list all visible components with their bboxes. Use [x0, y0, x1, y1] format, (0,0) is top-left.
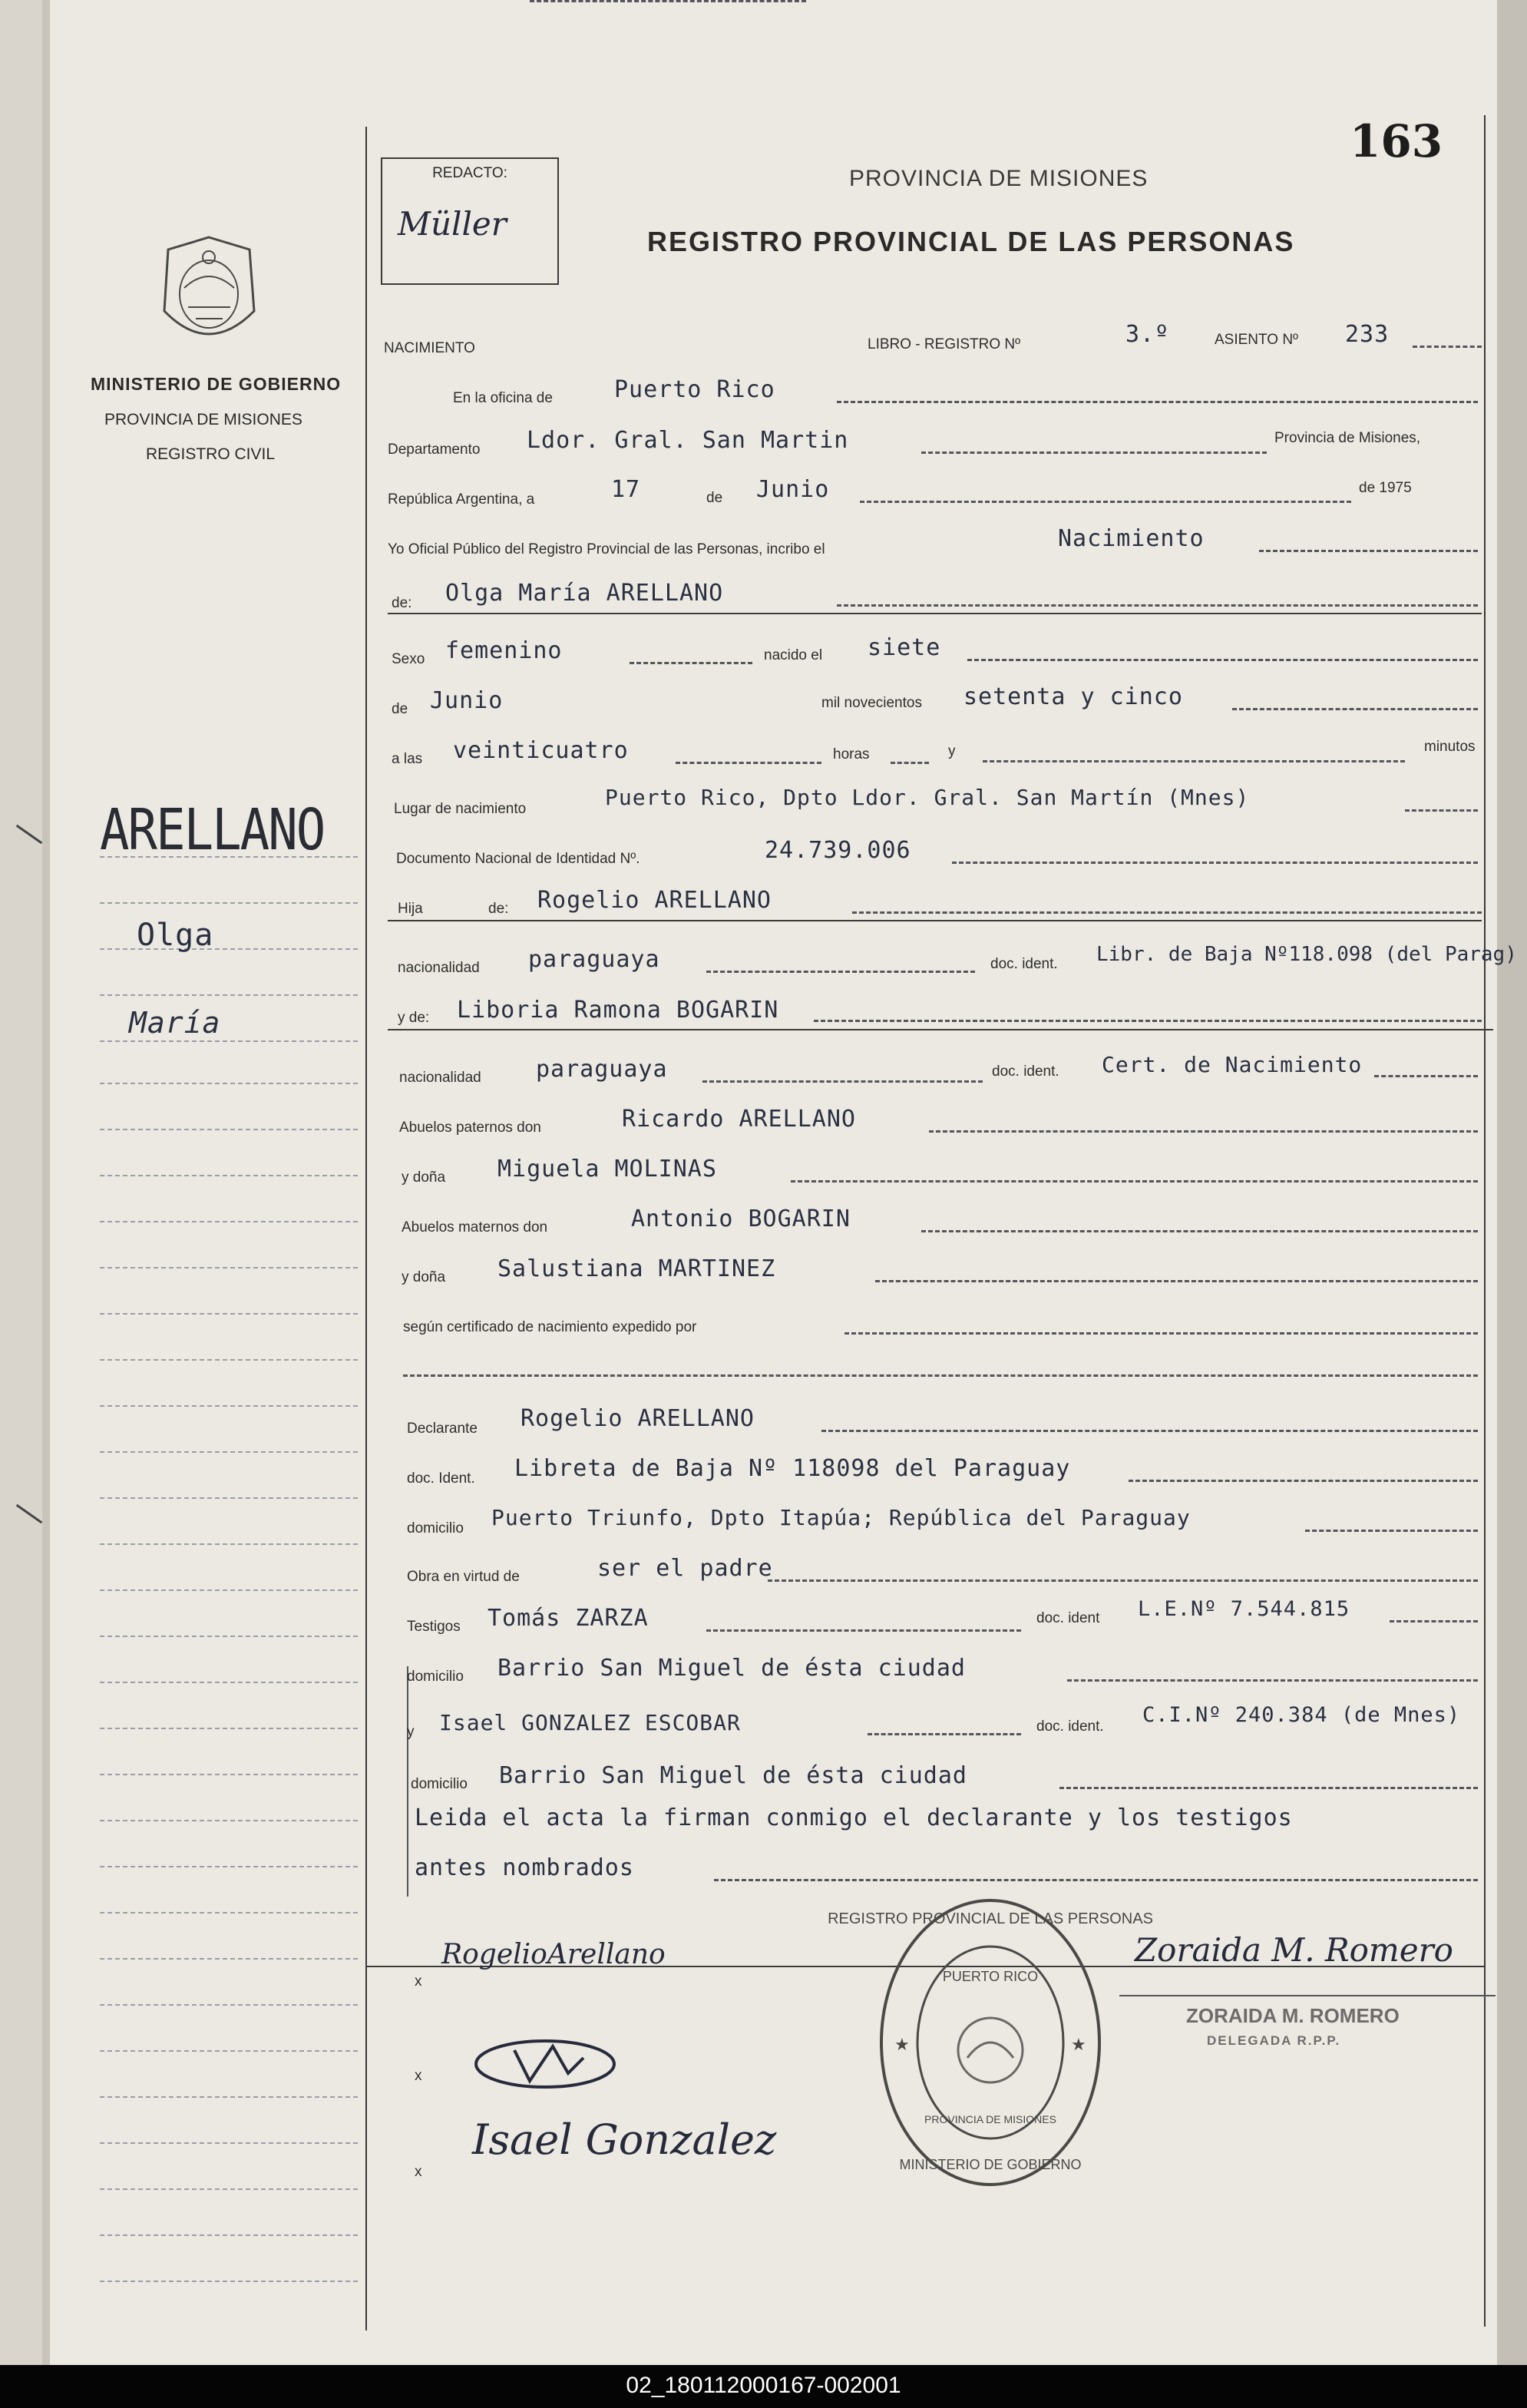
registry-heading: REGISTRO PROVINCIAL DE LAS PERSONAS	[647, 226, 1295, 257]
witness1-address-label: domicilio	[407, 1669, 464, 1685]
witness2-value: Isael GONZALEZ ESCOBAR	[439, 1710, 741, 1735]
page-edge-shadow	[42, 0, 50, 2365]
paternal-grandfather-value: Ricardo ARELLANO	[622, 1106, 856, 1133]
year-label: de 1975	[1359, 480, 1412, 496]
page-number: 163	[1350, 115, 1443, 167]
declarant-value: Rogelio ARELLANO	[521, 1405, 755, 1432]
father-underline	[388, 920, 1482, 921]
maternal-grandfather-value: Antonio BOGARIN	[631, 1206, 851, 1232]
declarant-signature: RogelioArellano	[441, 1939, 666, 1970]
registry-seal-icon	[828, 1893, 1153, 2192]
birthplace-label: Lugar de nacimiento	[394, 801, 527, 817]
mother-of-label: y de:	[398, 1010, 430, 1026]
at-label: a las	[392, 751, 423, 767]
name-underline	[388, 613, 1482, 614]
birth-month-label: de	[392, 701, 408, 717]
declarant-address-value: Puerto Triunfo, Dpto Itapúa; República del Paraguay	[491, 1505, 1191, 1530]
page-edge-left	[0, 0, 46, 2365]
asiento-label: ASIENTO Nº	[1215, 332, 1298, 348]
record-type-label: NACIMIENTO	[384, 340, 475, 356]
svg-text:★: ★	[894, 2035, 910, 2054]
department-value: Ldor. Gral. San Martin	[527, 427, 849, 454]
civil-registry-label: REGISTRO CIVIL	[146, 445, 276, 463]
province-label: Provincia de Misiones,	[1274, 430, 1421, 446]
sex-label: Sexo	[392, 651, 425, 667]
left-province-label: PROVINCIA DE MISIONES	[104, 411, 302, 428]
sex-value: femenino	[445, 637, 563, 664]
office-value: Puerto Rico	[614, 376, 775, 403]
hours-value: veinticuatro	[453, 737, 629, 764]
de-name-label: de:	[392, 595, 412, 611]
mother-doc-label: doc. ident.	[992, 1063, 1059, 1080]
national-id-label: Documento Nacional de Identidad Nº.	[396, 851, 640, 867]
mother-nationality-label: nacionalidad	[399, 1070, 481, 1086]
margin-surname: ARELLANO	[100, 798, 325, 864]
maternal-grandfather-label: Abuelos maternos don	[402, 1219, 548, 1235]
paternal-grandmother-label: y doña	[402, 1169, 446, 1186]
act-type-value: Nacimiento	[1058, 525, 1205, 552]
seal-province-text: PROVINCIA DE MISIONES	[924, 2113, 1056, 2125]
birthplace-value: Puerto Rico, Dpto Ldor. Gral. San Martín (Mnes)	[605, 785, 1250, 810]
svg-text:★: ★	[1071, 2035, 1086, 2054]
witnesses-label: Testigos	[407, 1619, 461, 1635]
witness2-doc-value: C.I.Nº 240.384 (de Mnes)	[1142, 1703, 1461, 1727]
daughter-of-label: de:	[488, 901, 509, 917]
office-label: En la oficina de	[453, 390, 553, 406]
father-doc-value: Libr. de Baja Nº118.098 (del Parag)	[1096, 943, 1517, 966]
libro-label: LIBRO - REGISTRO Nº	[868, 336, 1021, 352]
department-label: Departamento	[388, 442, 481, 458]
document-sheet: 163 REDACTO: Müller PROVINCIA DE MISIONES REGISTRO PROVINCIAL DE LAS PERSONAS MINISTERIO DE GOBIERNO PROVINCIA DE MISIONES REGISTRO CIVIL ARELLANO Olga María NACIMIENTO LIBRO - REGISTRO Nº 3.º ASIENTO Nº 233 En la oficina de Puerto Rico Departamento Ldor. Gral. San Martin Provincia de Misiones, República Argentina, a 17 de Junio de 1975 Yo Oficial Público del Registro Provincial de las Personas, incribo el Nacimiento de: Olga María ARELLANO Sexo femenino nacido el siete de Junio mil novecientos setenta y cinco a las veinticuatro horas y minutos Lugar de nacimiento Puerto Rico, Dpto Ldor. Gral. San Martín (Mnes) Documento Nacional de Identidad Nº. 24.739.006 Hija de: Rogelio ARELLANO nacionalidad paraguaya doc. ident. Libr. de Baja Nº118.098 (del Parag) y de: Liboria Ramona BOGARIN nacionalidad paraguaya doc. ident. Cert. de Nacimiento Abuelos paternos don Ricardo ARELLANO y doña Miguela MOLINAS Abuelos maternos don Antonio BOGARIN y doña Salustiana MARTINEZ según certificado de nacimiento expedido por Declarante Rogelio ARELLANO doc. Ident. Libreta de Baja Nº 118098 del Paraguay domicilio Puerto Triunfo, Dpto Itapúa; República del Paraguay Obra en virtud de ser el padre Testigos Tomás ZARZA doc. ident L.E.Nº 7.544.815 domicilio Barrio San Miguel de ésta ciudad y Isael GONZALEZ ESCOBAR doc. ident. C.I.Nº 240.384 (de Mnes) domicilio Barrio San Miguel de ésta ciudad Leida el acta la firman conmigo el declarante y los testigos antes nombrados x RogelioArellano x Isael Gonzalez x REGISTRO PROVINCIAL DE LAS PERSONAS PUERTO RICO PROVINCIA DE MISIONES MINISTERIO DE GOBIERNO ★ ★ Zoraida M. Romero ZORAIDA M. ROMERO DELEGADA R.P.P.	[0, 0, 1527, 2365]
declarant-doc-value: Libreta de Baja Nº 118098 del Paraguay	[514, 1455, 1071, 1482]
declarant-doc-label: doc. Ident.	[407, 1470, 475, 1487]
asiento-value: 233	[1345, 321, 1390, 348]
seal-bottom-text: MINISTERIO DE GOBIERNO	[899, 2157, 1082, 2172]
seal-outer-text: REGISTRO PROVINCIAL DE LAS PERSONAS	[828, 1910, 1153, 1927]
de-label: de	[706, 490, 723, 506]
paternal-grandmother-value: Miguela MOLINAS	[497, 1156, 717, 1182]
and-label: y	[948, 743, 956, 759]
acts-as-label: Obra en virtud de	[407, 1569, 520, 1585]
margin-divider-line	[365, 127, 367, 2330]
coat-of-arms-icon	[157, 234, 261, 357]
minutes-label: minutos	[1424, 739, 1476, 755]
redacto-label: REDACTO:	[432, 165, 507, 181]
declarant-bracket-line	[407, 1666, 408, 1897]
birth-year-value: setenta y cinco	[963, 683, 1183, 710]
witness2-signature: Isael Gonzalez	[472, 2115, 777, 2164]
province-heading: PROVINCIA DE MISIONES	[849, 166, 1149, 191]
born-on-label: nacido el	[764, 647, 823, 663]
redacto-box	[381, 157, 559, 285]
ministry-label: MINISTERIO DE GOBIERNO	[91, 374, 342, 394]
father-doc-label: doc. ident.	[990, 956, 1058, 972]
birth-day-value: siete	[868, 634, 941, 661]
mother-name-value: Liboria Ramona BOGARIN	[457, 997, 779, 1024]
file-id-bar	[0, 2365, 1527, 2408]
paternal-grandfather-label: Abuelos paternos don	[399, 1120, 541, 1136]
father-nationality-label: nacionalidad	[398, 960, 480, 976]
maternal-grandmother-label: y doña	[402, 1269, 446, 1285]
libro-value: 3.º	[1125, 321, 1170, 348]
witness1-doc-value: L.E.Nº 7.544.815	[1138, 1597, 1350, 1621]
witness1-address-value: Barrio San Miguel de ésta ciudad	[497, 1655, 966, 1682]
hours-label: horas	[833, 746, 870, 762]
witness1-doc-label: doc. ident	[1036, 1610, 1100, 1626]
witness2-address-label: domicilio	[411, 1776, 468, 1792]
father-name-value: Rogelio ARELLANO	[537, 887, 772, 914]
day-value: 17	[611, 476, 641, 503]
mother-doc-value: Cert. de Nacimiento	[1102, 1052, 1363, 1077]
mother-underline	[388, 1029, 1493, 1030]
official-name-stamp: ZORAIDA M. ROMERO	[1186, 2004, 1400, 2027]
maternal-grandmother-value: Salustiana MARTINEZ	[497, 1255, 776, 1282]
witness1-signature-icon	[468, 2027, 622, 2096]
margin-first-name: Olga	[137, 918, 214, 953]
republic-label: República Argentina, a	[388, 491, 535, 508]
redacto-signature: Müller	[398, 205, 507, 243]
daughter-label: Hija	[398, 901, 423, 917]
month-value: Junio	[756, 476, 830, 503]
father-nationality-value: paraguaya	[528, 946, 660, 973]
witness1-value: Tomás ZARZA	[488, 1605, 649, 1632]
mother-nationality-value: paraguaya	[536, 1056, 668, 1083]
closing-line-1: Leida el acta la firman conmigo el declarante y los testigos	[415, 1804, 1293, 1831]
witness2-and-label: y	[407, 1724, 415, 1740]
thousand-label: mil novecientos	[821, 695, 922, 711]
seal-center-text: PUERTO RICO	[942, 1969, 1039, 1984]
file-id-label: 02_180112000167-002001	[626, 2373, 901, 2398]
certificate-source-label: según certificado de nacimiento expedido por	[403, 1319, 697, 1335]
margin-second-name: María	[129, 1006, 221, 1040]
page-edge-right	[1497, 0, 1527, 2365]
official-role-stamp: DELEGADA R.P.P.	[1207, 2033, 1341, 2048]
birth-month-value: Junio	[430, 687, 504, 714]
declarant-address-label: domicilio	[407, 1520, 464, 1536]
officer-statement: Yo Oficial Público del Registro Provincial de las Personas, incribo el	[388, 541, 825, 557]
national-id-value: 24.739.006	[765, 837, 911, 864]
declarant-label: Declarante	[407, 1421, 478, 1437]
official-signature: Zoraida M. Romero	[1135, 1931, 1453, 1969]
acts-as-value: ser el padre	[597, 1555, 773, 1582]
child-name-value: Olga María ARELLANO	[445, 580, 724, 607]
witness2-doc-label: doc. ident.	[1036, 1718, 1104, 1735]
closing-line-2: antes nombrados	[415, 1854, 634, 1881]
witness2-address-value: Barrio San Miguel de ésta ciudad	[499, 1762, 967, 1789]
